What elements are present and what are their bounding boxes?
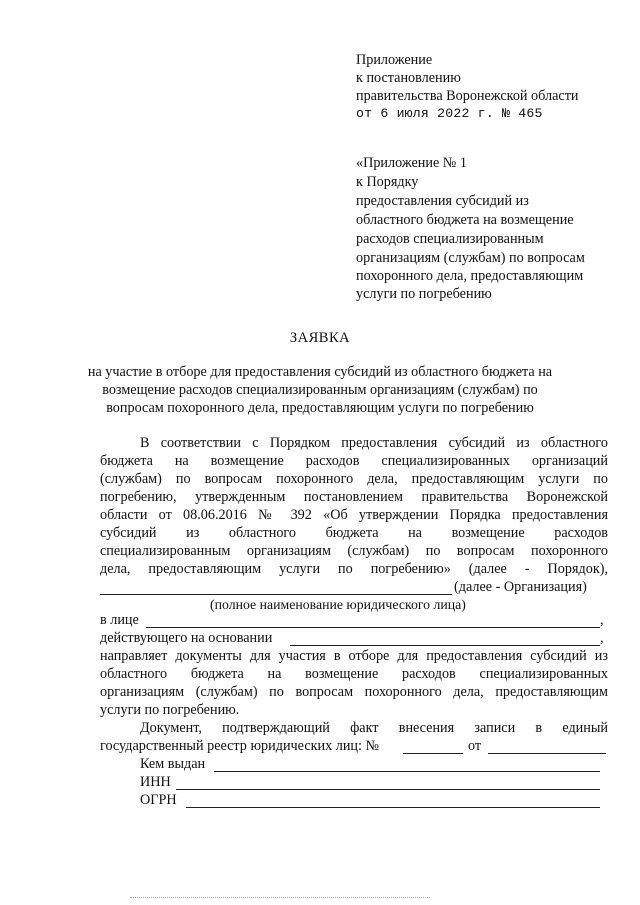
basis-field[interactable]: [290, 645, 600, 646]
inn-field[interactable]: [176, 789, 600, 790]
registry-date-label: от: [468, 738, 482, 754]
registry-statement: Документ, подтверждающий факт внесения записи в единый: [140, 720, 608, 736]
appendix-line: «Приложение № 1: [356, 155, 467, 171]
in-person-label: в лице: [100, 612, 139, 628]
appendix-line: расходов специализированным: [356, 231, 544, 247]
paragraph-line: организациям (службам) по вопросам похоронного дела, предоставляющим: [100, 684, 608, 700]
header-date-number: от 6 июля 2022 г. № 465: [356, 106, 543, 121]
issued-by-field[interactable]: [214, 771, 600, 772]
organization-name-field[interactable]: [100, 594, 452, 595]
paragraph-line: направляет документы для участия в отборе для предоставления субсидий из: [100, 648, 608, 664]
registry-number-label: государственный реестр юридических лиц: №: [100, 738, 380, 754]
document-title: ЗАЯВКА: [289, 330, 351, 346]
header-government-label: правительства Воронежской области: [356, 88, 579, 104]
header-appendix-label: Приложение: [356, 52, 433, 68]
inn-label: ИНН: [140, 774, 171, 790]
appendix-line: организациям (службам) по вопросам: [356, 250, 585, 266]
organization-suffix: (далее - Организация): [454, 579, 587, 595]
header-resolution-label: к постановлению: [356, 70, 461, 86]
paragraph-line: услуги по погребению.: [100, 702, 240, 718]
organization-caption: (полное наименование юридического лица): [210, 597, 466, 612]
paragraph-line: области от 08.06.2016 № 392 «Об утверждении Порядка предоставления: [100, 507, 608, 523]
paragraph-line: областного бюджета на возмещение расходов специализированных: [100, 666, 608, 682]
appendix-line: похоронного дела, предоставляющим: [356, 268, 584, 284]
appendix-line: услуги по погребению: [356, 286, 492, 302]
comma: ,: [600, 630, 604, 646]
appendix-line: областного бюджета на возмещение: [356, 212, 574, 228]
paragraph-line: В соответствии с Порядком предоставления субсидий из областного: [140, 435, 608, 451]
paragraph-line: погребению, утвержденным постановлением правительства Воронежской: [100, 489, 608, 505]
subtitle-line: вопросам похоронного дела, предоставляющим услуги по погребению: [106, 400, 534, 416]
registry-number-field[interactable]: [403, 753, 463, 754]
paragraph-line: (службам) по вопросам похоронного дела, предоставляющим услуги по: [100, 471, 608, 487]
appendix-line: к Порядку: [356, 174, 419, 190]
scan-artifact: [130, 896, 430, 898]
subtitle-line: возмещение расходов специализированным организациям (службам) по: [102, 382, 538, 398]
representative-field[interactable]: [146, 627, 600, 628]
paragraph-line: бюджета на возмещение расходов специализированных организаций: [100, 453, 608, 469]
ogrn-field[interactable]: [186, 807, 600, 808]
paragraph-line: дела, предоставляющим услуги по погребению» (далее - Порядок),: [100, 561, 608, 577]
comma: ,: [600, 612, 604, 628]
paragraph-line: субсидий из областного бюджета на возмещение расходов: [100, 525, 608, 541]
appendix-line: предоставления субсидий из: [356, 193, 529, 209]
acting-on-label: действующего на основании: [100, 630, 273, 646]
ogrn-label: ОГРН: [140, 792, 177, 808]
paragraph-line: специализированным организациям (службам) по вопросам похоронного: [100, 543, 608, 559]
subtitle-line: на участие в отборе для предоставления субсидий из областного бюджета на: [87, 364, 553, 380]
issued-by-label: Кем выдан: [140, 756, 206, 772]
registry-date-field[interactable]: [488, 753, 606, 754]
